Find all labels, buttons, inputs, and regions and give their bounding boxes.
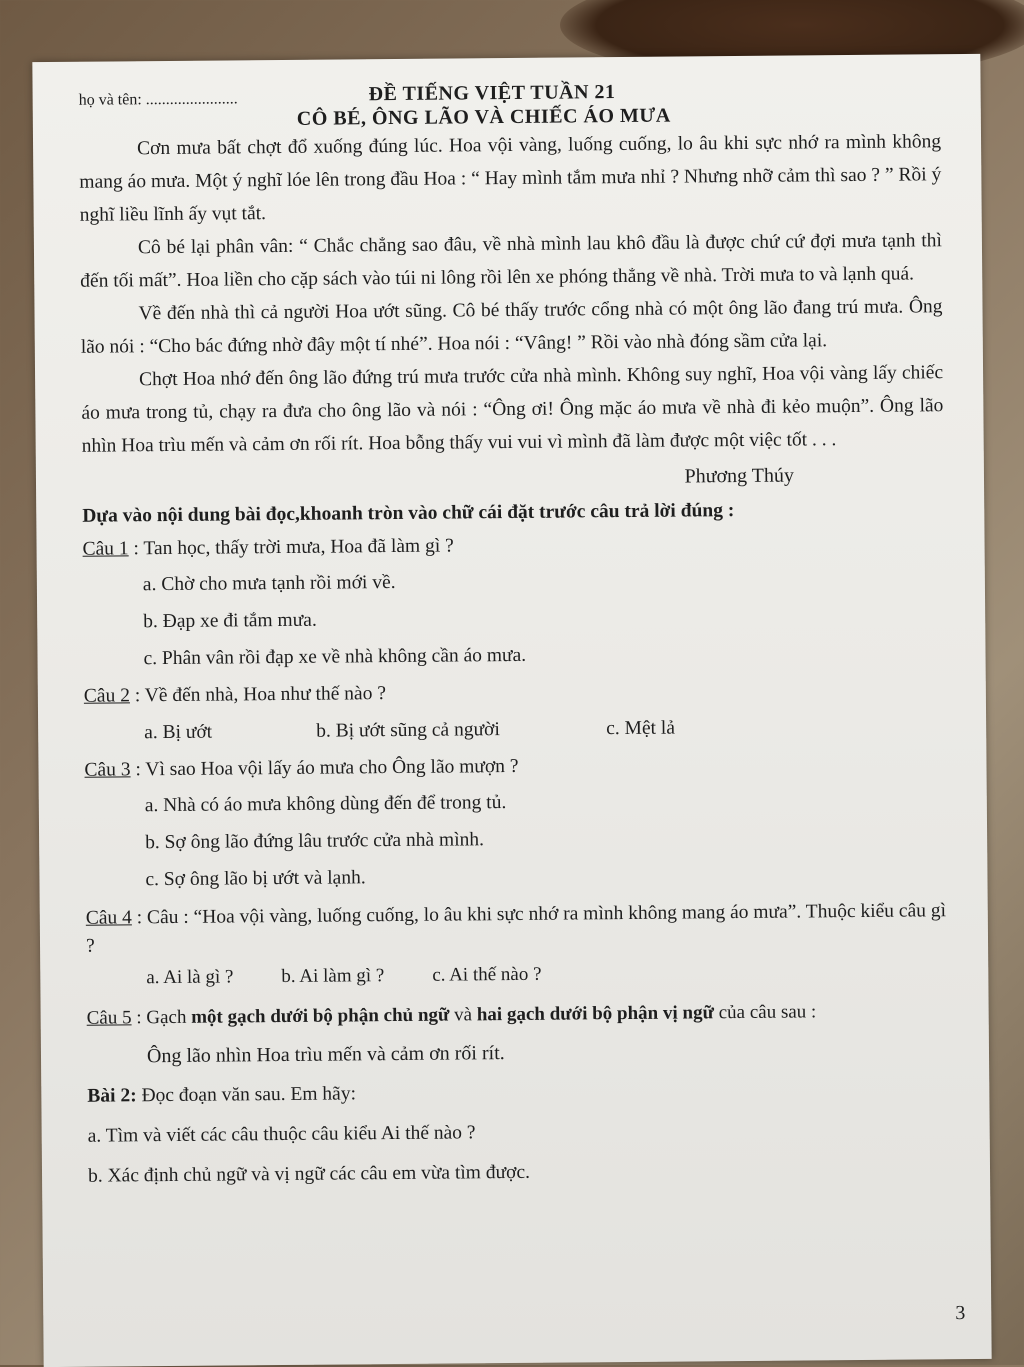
question-text: : Tan học, thấy trời mưa, Hoa đã làm gì ? xyxy=(128,535,454,560)
question-emphasis: hai gạch dưới bộ phận vị ngữ xyxy=(476,1002,715,1026)
exercise-text: Đọc đoạn văn sau. Em hãy: xyxy=(136,1083,357,1107)
question-label: Câu 3 xyxy=(84,759,131,781)
option-c: c. Ai thế nào ? xyxy=(432,963,542,986)
worksheet-page xyxy=(32,54,991,1367)
option-c: c. Sợ ông lão bị ướt và lạnh. xyxy=(145,867,366,891)
option-b: b. Bị ướt sũng cả người xyxy=(316,719,500,742)
option-c: c. Phân vân rồi đạp xe về nhà không cần áo mưa. xyxy=(143,644,527,670)
question-label: Câu 4 xyxy=(85,907,132,929)
option-c: c. Mệt lả xyxy=(606,717,676,740)
question-text: : Vì sao Hoa vội lấy áo mưa cho Ông lão mượn ? xyxy=(130,755,519,781)
name-field-label: họ và tên: ....................... xyxy=(78,90,238,109)
question-4 xyxy=(86,897,948,961)
exercise-label: Bài 2: xyxy=(87,1085,137,1107)
question-text: của câu sau : xyxy=(713,1001,817,1024)
option-b: b. Sợ ông lão đứng lâu trước cửa nhà mình. xyxy=(145,829,485,854)
question-label: Câu 5 xyxy=(86,1007,132,1029)
exercise-2-b: b. Xác định chủ ngữ và vị ngữ các câu em vừa tìm được. xyxy=(87,1161,531,1187)
option-a: a. Ai là gì ? xyxy=(146,966,234,989)
target-sentence: Ông lão nhìn Hoa trìu mến và cảm ơn rối rít. xyxy=(146,1042,505,1068)
story-title: CÔ BÉ, ÔNG LÃO VÀ CHIẾC ÁO MƯA xyxy=(296,104,671,130)
option-a: a. Chờ cho mưa tạnh rồi mới về. xyxy=(142,572,396,596)
instruction: Dựa vào nội dung bài đọc,khoanh tròn vào chữ cái đặt trước câu trả lời đúng : xyxy=(82,500,735,527)
story-paragraph: Cô bé lại phân vân: “ Chắc chẳng sao đâu, về nhà mình lau khô đầu là được chứ cứ đợi mưa tạnh thì đến tối mất”. Hoa liền cho cặp sách vào túi ni lông rồi lên xe phóng thẳng về nhà. Trời mưa to và lạnh quá. xyxy=(80,230,943,292)
story-paragraph: Về đến nhà thì cả người Hoa ướt sũng. Cô bé thấy trước cổng nhà có một ông lão đang trú mưa. Ông lão nói : “Cho bác đứng nhờ đây một tí nhé”. Hoa nói : “Vâng! ” Rồi vào nhà đóng sầm cửa lại. xyxy=(80,296,943,358)
story-paragraph: Chợt Hoa nhớ đến ông lão đứng trú mưa trước cửa nhà mình. Không suy nghĩ, Hoa vội vàng lấy chiếc áo mưa trong tủ, chạy ra đưa cho ông lão và nói : “Ông ơi! Ông mặc áo mưa về nhà đi kẻo muộn”. Ông lão nhìn Hoa trìu mến và cảm ơn rối rít. Hoa bỗng thấy vui vui vì mình đã làm được một việc tốt . . . xyxy=(81,362,944,457)
question-label: Câu 1 xyxy=(82,538,129,560)
question-text: : Về đến nhà, Hoa như thế nào ? xyxy=(129,683,387,707)
option-a: a. Bị ướt xyxy=(144,721,213,744)
exam-title: ĐỀ TIẾNG VIỆT TUẦN 21 xyxy=(368,81,616,106)
question-emphasis: một gạch dưới bộ phận chủ ngữ xyxy=(191,1004,450,1028)
option-a: a. Nhà có áo mưa không dùng đến để trong tủ. xyxy=(144,792,507,817)
question-label: Câu 2 xyxy=(83,685,130,707)
question-text: : Câu : “Hoa vội vàng, luống cuống, lo âu khi sực nhớ ra mình không mang áo mưa”. Thuộc kiểu câu gì ? xyxy=(85,900,947,957)
option-b: b. Ai làm gì ? xyxy=(281,965,385,988)
options-row xyxy=(86,953,948,997)
exercise-2-a: a. Tìm và viết các câu thuộc câu kiểu Ai thế nào ? xyxy=(87,1122,476,1147)
story-paragraph: Cơn mưa bất chợt đổ xuống đúng lúc. Hoa vội vàng, luống cuống, lo âu khi sực nhớ ra mình không mang áo mưa. Một ý nghĩ lóe lên trong đầu Hoa : “ Hay mình tắm mưa nhỉ ? Nhưng nhỡ cảm thì sao ? ” Rồi ý nghĩ liều lĩnh ấy vụt tắt. xyxy=(79,131,942,226)
question-text: và xyxy=(449,1004,477,1026)
page-number: 3 xyxy=(955,1302,966,1325)
option-b: b. Đạp xe đi tắm mưa. xyxy=(143,609,317,633)
author: Phương Thúy xyxy=(684,464,795,488)
question-text: : Gạch xyxy=(131,1006,192,1029)
